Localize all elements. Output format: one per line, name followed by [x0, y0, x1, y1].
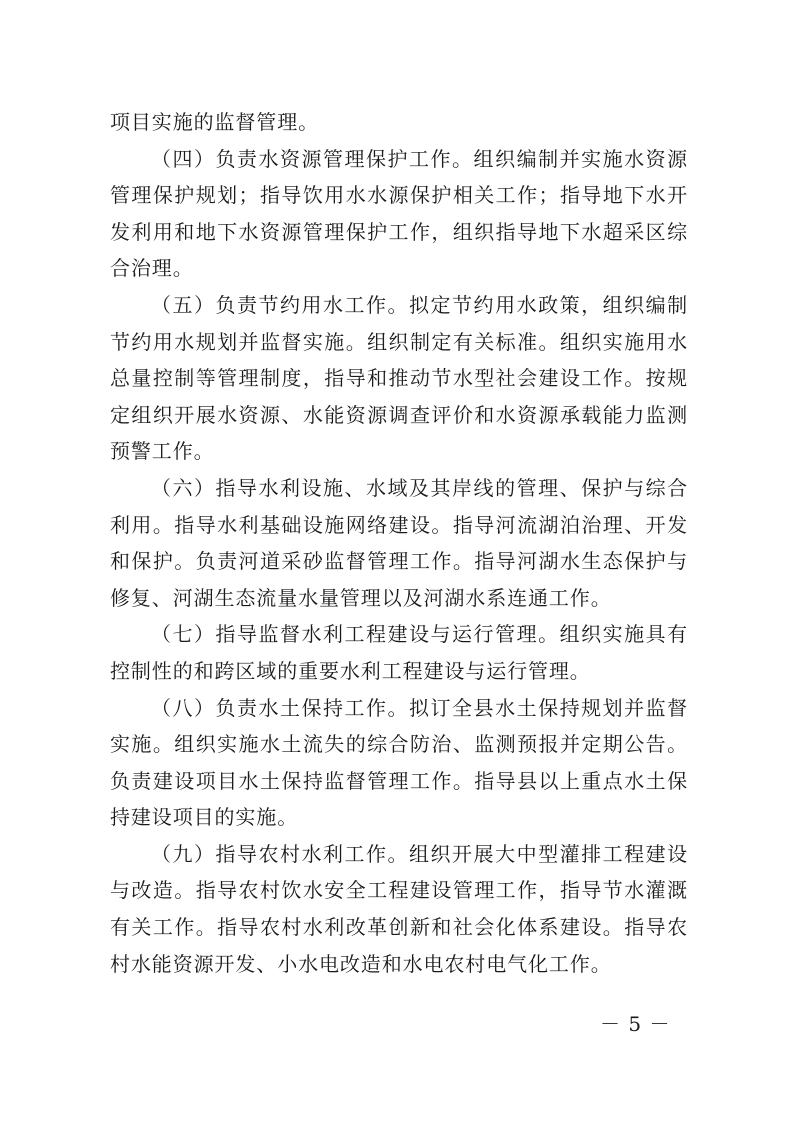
- paragraph-item-4: （四）负责水资源管理保护工作。组织编制并实施水资源管理保护规划；指导饮用水水源保护相关工作；指导地下水开发利用和地下水资源管理保护工作，组织指导地下水超采区综合治理。: [110, 146, 688, 281]
- paragraph-item-7: （七）指导监督水利工程建设与运行管理。组织实施具有控制性的和跨区域的重要水利工程建设与运行管理。: [110, 622, 688, 683]
- paragraph-item-6: （六）指导水利设施、水域及其岸线的管理、保护与综合利用。指导水利基础设施网络建设。指导河流湖泊治理、开发和保护。负责河道采砂监督管理工作。指导河湖水生态保护与修复、河湖生态流量水量管理以及河湖水系连通工作。: [110, 475, 688, 610]
- paragraph-item-8: （八）负责水土保持工作。拟订全县水土保持规划并监督实施。组织实施水土流失的综合防治、监测预报并定期公告。负责建设项目水土保持监督管理工作。指导县以上重点水土保持建设项目的实施。: [110, 695, 688, 830]
- paragraph-continuation: 项目实施的监督管理。: [110, 110, 319, 134]
- paragraph-item-5: （五）负责节约用水工作。拟定节约用水政策，组织编制节约用水规划并监督实施。组织制定有关标准。组织实施用水总量控制等管理制度，指导和推动节水型社会建设工作。按规定组织开展水资源、水能资源调查评价和水资源承载能力监测预警工作。: [110, 292, 688, 464]
- paragraph-item-9: （九）指导农村水利工作。组织开展大中型灌排工程建设与改造。指导农村饮水安全工程建设管理工作，指导节水灌溉有关工作。指导农村水利改革创新和社会化体系建设。指导农村水能资源开发、小水电改造和水电农村电气化工作。: [110, 841, 688, 976]
- document-body: [110, 104, 688, 982]
- page-number: － 5 －: [600, 1012, 671, 1036]
